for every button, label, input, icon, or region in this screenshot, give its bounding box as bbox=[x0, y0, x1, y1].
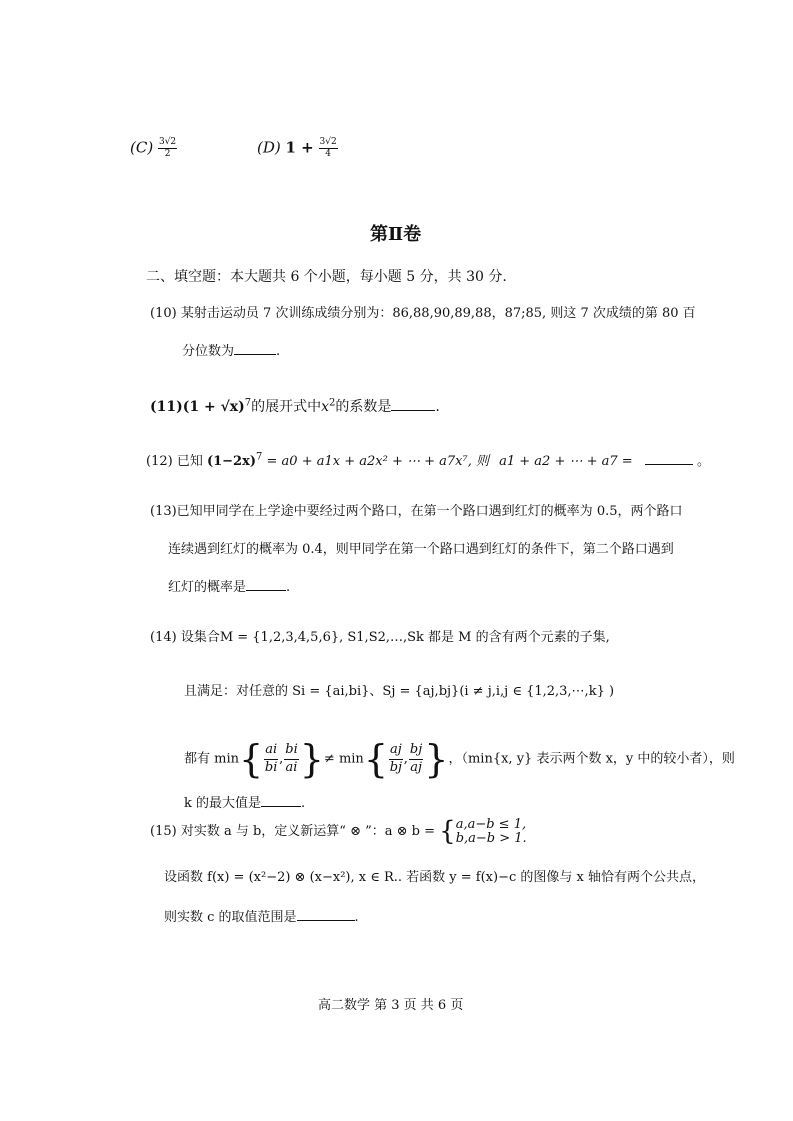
q13-answer-blank bbox=[246, 589, 286, 591]
q14-frac-ai-bi-num: ai bbox=[264, 743, 278, 759]
option-d-label: (D) bbox=[257, 138, 281, 157]
q13-line1: (13)已知甲同学在上学途中要经过两个路口，在第一个路口遇到红灯的概率为 0.5，两个路口 bbox=[150, 504, 683, 519]
option-c-label: (C) bbox=[130, 138, 154, 157]
q14-line2: 且满足：对任意的 Si = {ai,bi}、Sj = {aj,bj}(i ≠ j,i,j ∈ {1,2,3,⋯,k} ) bbox=[184, 684, 615, 699]
option-d-numerator: 3√2 bbox=[319, 137, 337, 147]
q15-cases bbox=[456, 818, 527, 845]
q14-frac-bj-aj-num: bj bbox=[409, 743, 423, 759]
q15-case2: b,a−b > 1. bbox=[455, 830, 527, 846]
q14-line4-end: . bbox=[301, 796, 306, 811]
q11-line bbox=[150, 396, 440, 416]
q14-left-brace-2: { bbox=[363, 737, 388, 781]
q13-line2: 连续遇到红灯的概率为 0.4，则甲同学在第一个路口遇到红灯的条件下，第二个路口遇到 bbox=[168, 542, 674, 557]
option-d-fraction bbox=[319, 138, 338, 159]
q12-expression: (1−2x) bbox=[206, 454, 257, 469]
q14-frac-bj-aj bbox=[409, 743, 423, 775]
q15-line3-text: 则实数 c 的取值范围是 bbox=[164, 910, 297, 925]
q12-rhs: = a0 + a1x + a2x² + ⋯ + a7x⁷, 则 bbox=[266, 454, 489, 469]
q15-answer-blank bbox=[297, 919, 355, 921]
q14-frac-bi-ai-num: bi bbox=[284, 743, 298, 759]
q10-line2 bbox=[182, 340, 280, 359]
section-intro: 二、填空题：本大题共 6 个小题，每小题 5 分，共 30 分. bbox=[146, 269, 507, 285]
q14-frac-ai-bi-den: bi bbox=[264, 759, 278, 775]
q15-line1-pre: (15) 对实数 a 与 b，定义新运算“ ⊗ ”：a ⊗ b = bbox=[150, 824, 435, 840]
q11-answer-blank bbox=[391, 409, 435, 411]
option-d bbox=[257, 138, 338, 159]
q10-answer-blank bbox=[234, 353, 276, 355]
q14-line3-post: ，（min{x, y} 表示两个数 x，y 中的较小者），则 bbox=[448, 751, 735, 767]
option-c-denominator: 2 bbox=[164, 149, 171, 159]
option-d-denominator: 4 bbox=[325, 149, 331, 159]
page-footer: 高二数学 第 3 页 共 6 页 bbox=[318, 998, 464, 1013]
q10-line2-text: 分位数为 bbox=[182, 344, 235, 359]
q14-frac-aj-bj bbox=[389, 743, 403, 775]
q11-expression-power: 7 bbox=[244, 397, 252, 409]
q12-power: 7 bbox=[256, 451, 263, 463]
q15-case-brace: { bbox=[439, 816, 456, 847]
q11-var: x bbox=[321, 399, 330, 415]
option-c bbox=[130, 138, 177, 159]
q15-line1 bbox=[150, 818, 527, 845]
q15-line3-end: . bbox=[354, 910, 359, 925]
q11-var-power: 2 bbox=[329, 397, 336, 409]
option-c-fraction bbox=[158, 138, 177, 159]
q14-frac-bi-ai-den: ai bbox=[285, 759, 298, 775]
q14-frac-bj-aj-den: aj bbox=[410, 759, 422, 775]
q13-line3 bbox=[168, 576, 290, 595]
q11-suffix: 的系数是 bbox=[335, 399, 392, 415]
q14-frac-ai-bi bbox=[264, 743, 278, 775]
q15-line3 bbox=[164, 906, 359, 925]
q15-case1: a,a−b ≤ 1, bbox=[455, 817, 527, 832]
q14-frac-bi-ai bbox=[284, 743, 298, 775]
q15-line2: 设函数 f(x) = (x²−2) ⊗ (x−x²), x ∈ R.. 若函数 y = f(x)−c 的图像与 x 轴恰有两个公共点， bbox=[164, 870, 705, 885]
q14-frac-aj-bj-num: aj bbox=[389, 743, 403, 759]
q13-line3-end: . bbox=[286, 580, 291, 595]
q12-sum: a1 + a2 + ⋯ + a7 = bbox=[499, 454, 633, 469]
q14-answer-blank bbox=[261, 805, 301, 807]
q12-answer-blank bbox=[645, 463, 693, 465]
q11-mid: 的展开式中 bbox=[251, 399, 322, 415]
q13-line3-text: 红灯的概率是 bbox=[168, 580, 247, 595]
option-d-prefix: 1 + bbox=[285, 138, 314, 157]
q12-prefix: (12) 已知 bbox=[146, 454, 203, 469]
q14-line3: 都有 min{ $\frac{ai}{bi}$ , $\frac{bi}{ai}$ }≠ min{ $\frac{aj}{bj}$ , $\frac{bj}{aj}$ }，（min{x, y} 表示两个数 x，y 中的较小者），则 bbox=[184, 737, 735, 781]
q14-line3-pre: 都有 min bbox=[184, 751, 239, 767]
q11-end: . bbox=[435, 399, 440, 415]
option-c-numerator: 3√2 bbox=[158, 137, 177, 147]
q14-ne: ≠ min bbox=[323, 751, 364, 767]
q14-right-brace-2: } bbox=[424, 737, 449, 781]
q11-prefix: (11) bbox=[150, 399, 183, 415]
q10-line1: (10) 某射击运动员 7 次训练成绩分别为：86,88,90,89,88，87;85, 则这 7 次成绩的第 80 百 bbox=[150, 306, 696, 321]
q12-end: 。 bbox=[696, 454, 710, 469]
q10-line2-end: . bbox=[276, 344, 281, 359]
q14-line4-text: k 的最大值是 bbox=[184, 796, 262, 811]
q14-left-brace-1: { bbox=[239, 737, 264, 781]
q14-right-brace-1: } bbox=[299, 737, 324, 781]
section-title: 第Ⅱ卷 bbox=[370, 224, 422, 245]
q12-line bbox=[146, 450, 710, 469]
q11-expression: (1 + √x) bbox=[182, 399, 245, 415]
q14-frac-aj-bj-den: bj bbox=[389, 759, 403, 775]
q14-line1: (14) 设集合M = {1,2,3,4,5,6}, S1,S2,…,Sk 都是 M 的含有两个元素的子集, bbox=[150, 630, 610, 645]
q14-line4 bbox=[184, 792, 305, 811]
